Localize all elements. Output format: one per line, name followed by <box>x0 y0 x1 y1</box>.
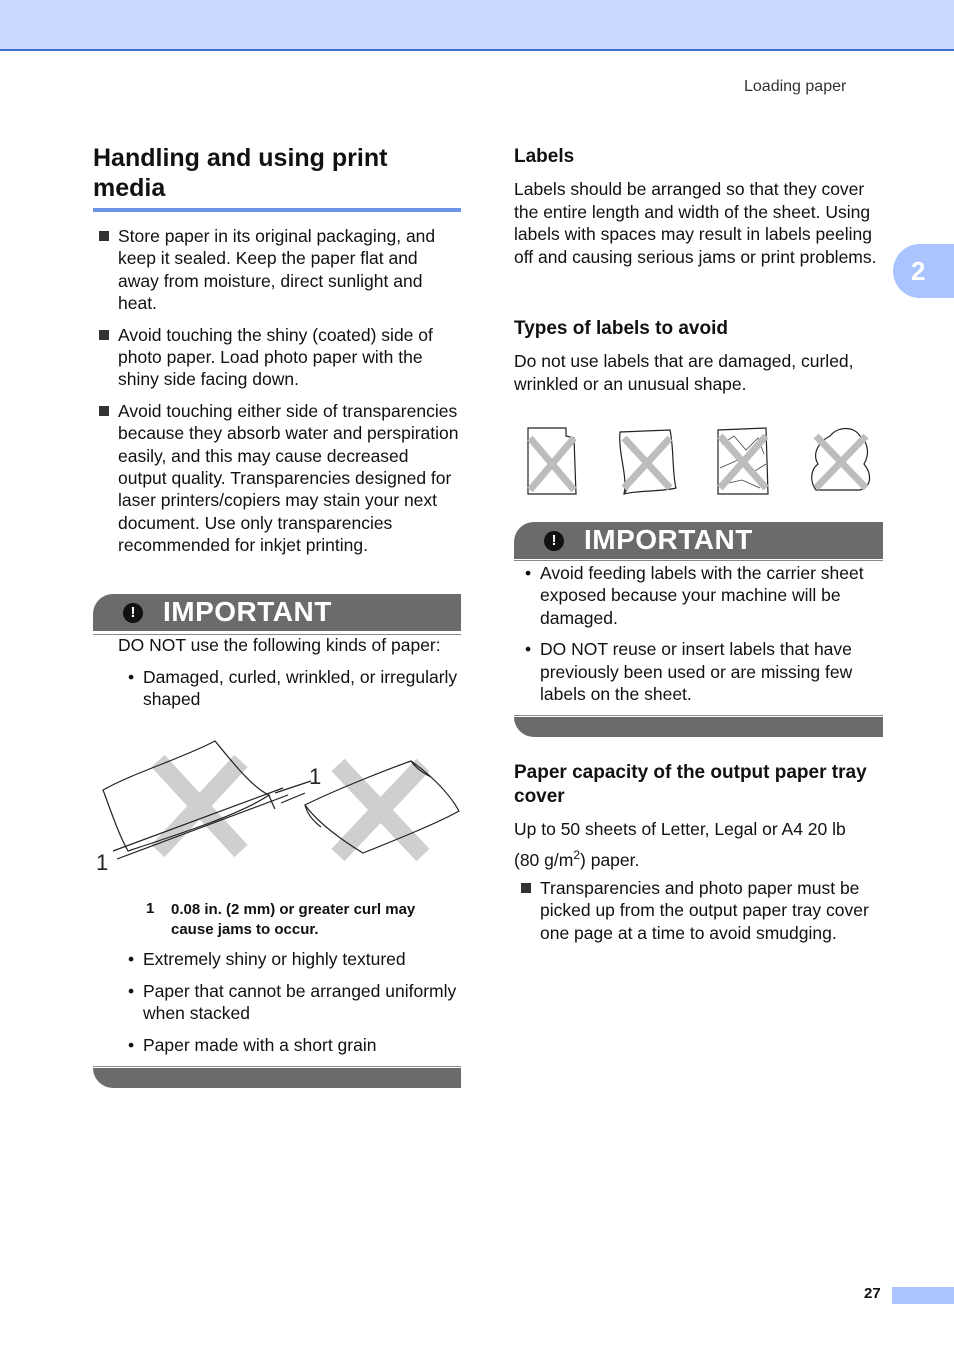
square-bullet-icon <box>99 231 109 241</box>
list-item: Avoid touching the shiny (coated) side of photo paper. Load photo paper with the shiny side facing down. <box>93 324 461 391</box>
page-heading: Handling and using print media <box>93 144 388 202</box>
label-warnings-list <box>515 562 883 715</box>
important-end-bar <box>514 717 883 737</box>
header-band <box>0 0 954 51</box>
list-item: • Extremely shiny or highly textured <box>128 949 406 969</box>
bullet-dot-icon: • <box>128 1034 135 1055</box>
bullet-dot-icon: • <box>128 949 135 969</box>
section-title: Loading paper <box>744 78 847 95</box>
bullet-dot-icon: • <box>128 980 135 1001</box>
list-item: Store paper in its original packaging, and keep it sealed. Keep the paper flat and away from moisture, direct sunlight and heat. <box>93 225 461 314</box>
wrinkled-label-icon <box>718 428 768 494</box>
important-bottom-rule <box>93 1066 461 1067</box>
bullet-dot-icon: • <box>525 639 532 660</box>
list-item: • Avoid feeding labels with the carrier sheet exposed because your machine will be damaged. <box>525 563 864 628</box>
square-bullet-icon <box>99 406 109 416</box>
types-to-avoid-heading: Types of labels to avoid <box>514 318 728 339</box>
list-item: Transparencies and photo paper must be picked up from the output paper tray cover one page at a time to avoid smudging. <box>515 877 883 944</box>
list-item: Avoid touching either side of transparencies because they absorb water and perspiration easily, and this may cause decreased output quality. Transparencies designed for laser printers/copiers may stain your next document. Use only transparencies recommended for inkjet printing. <box>93 400 461 556</box>
exclamation-icon: ! <box>544 531 564 551</box>
unusual-shape-label-icon <box>812 429 870 491</box>
important-banner: ! IMPORTANT <box>514 522 883 559</box>
exclamation-icon: ! <box>123 603 143 623</box>
bullet-dot-icon: • <box>128 667 135 687</box>
page-number: 27 <box>864 1285 881 1302</box>
list-item: • DO NOT reuse or insert labels that have previously been used or are missing few labels on the sheet. <box>525 639 853 704</box>
caption-number: 1 <box>146 900 155 917</box>
list-item: • Paper made with a short grain <box>128 1034 377 1055</box>
list-item: • Paper that cannot be arranged uniformly when stacked <box>128 980 457 1024</box>
capacity-bullet-list <box>515 877 883 953</box>
square-bullet-icon <box>521 883 531 893</box>
important-top-rule <box>514 560 883 561</box>
figure-caption: 0.08 in. (2 mm) or greater curl may cause jams to occur. <box>171 901 416 938</box>
handling-bullet-list <box>93 225 461 566</box>
labels-paragraph: Labels should be arranged so that they cover the entire length and width of the sheet. Using labels with spaces may result in labels peeling off and causing serious jams or print problems. <box>514 179 877 267</box>
callout-number: 1 <box>96 850 109 875</box>
important-intro: DO NOT use the following kinds of paper: <box>118 635 441 655</box>
callout-number: 1 <box>309 764 322 789</box>
bad-labels-figure <box>520 424 880 498</box>
cross-mark-icon-left <box>158 761 241 851</box>
avoid-paper-list-2 <box>118 948 458 1066</box>
important-bottom-rule <box>514 715 883 716</box>
bullet-dot-icon: • <box>525 563 532 583</box>
types-to-avoid-paragraph: Do not use labels that are damaged, curled, wrinkled or an unusual shape. <box>514 351 854 394</box>
list-item: • Damaged, curled, wrinkled, or irregularly shaped <box>128 667 458 710</box>
curled-label-icon <box>620 430 676 494</box>
square-bullet-icon <box>99 330 109 340</box>
capacity-heading: Paper capacity of the output paper tray cover <box>514 762 867 807</box>
curled-paper-figure <box>93 733 461 883</box>
important-banner: ! IMPORTANT <box>93 594 461 631</box>
capacity-paragraph-line1: Up to 50 sheets of Letter, Legal or A4 20 lb <box>514 819 846 839</box>
heading-underline <box>93 208 461 212</box>
chapter-tab: 2 <box>893 244 954 298</box>
damaged-label-icon <box>528 428 576 494</box>
capacity-paragraph-line2: (80 $g/m^2$) paper. <box>514 848 640 870</box>
important-end-bar <box>93 1068 461 1088</box>
avoid-paper-list-1 <box>118 666 458 720</box>
labels-heading: Labels <box>514 146 575 167</box>
page-number-tab <box>892 1287 954 1304</box>
cross-mark-icon-right <box>338 765 423 855</box>
